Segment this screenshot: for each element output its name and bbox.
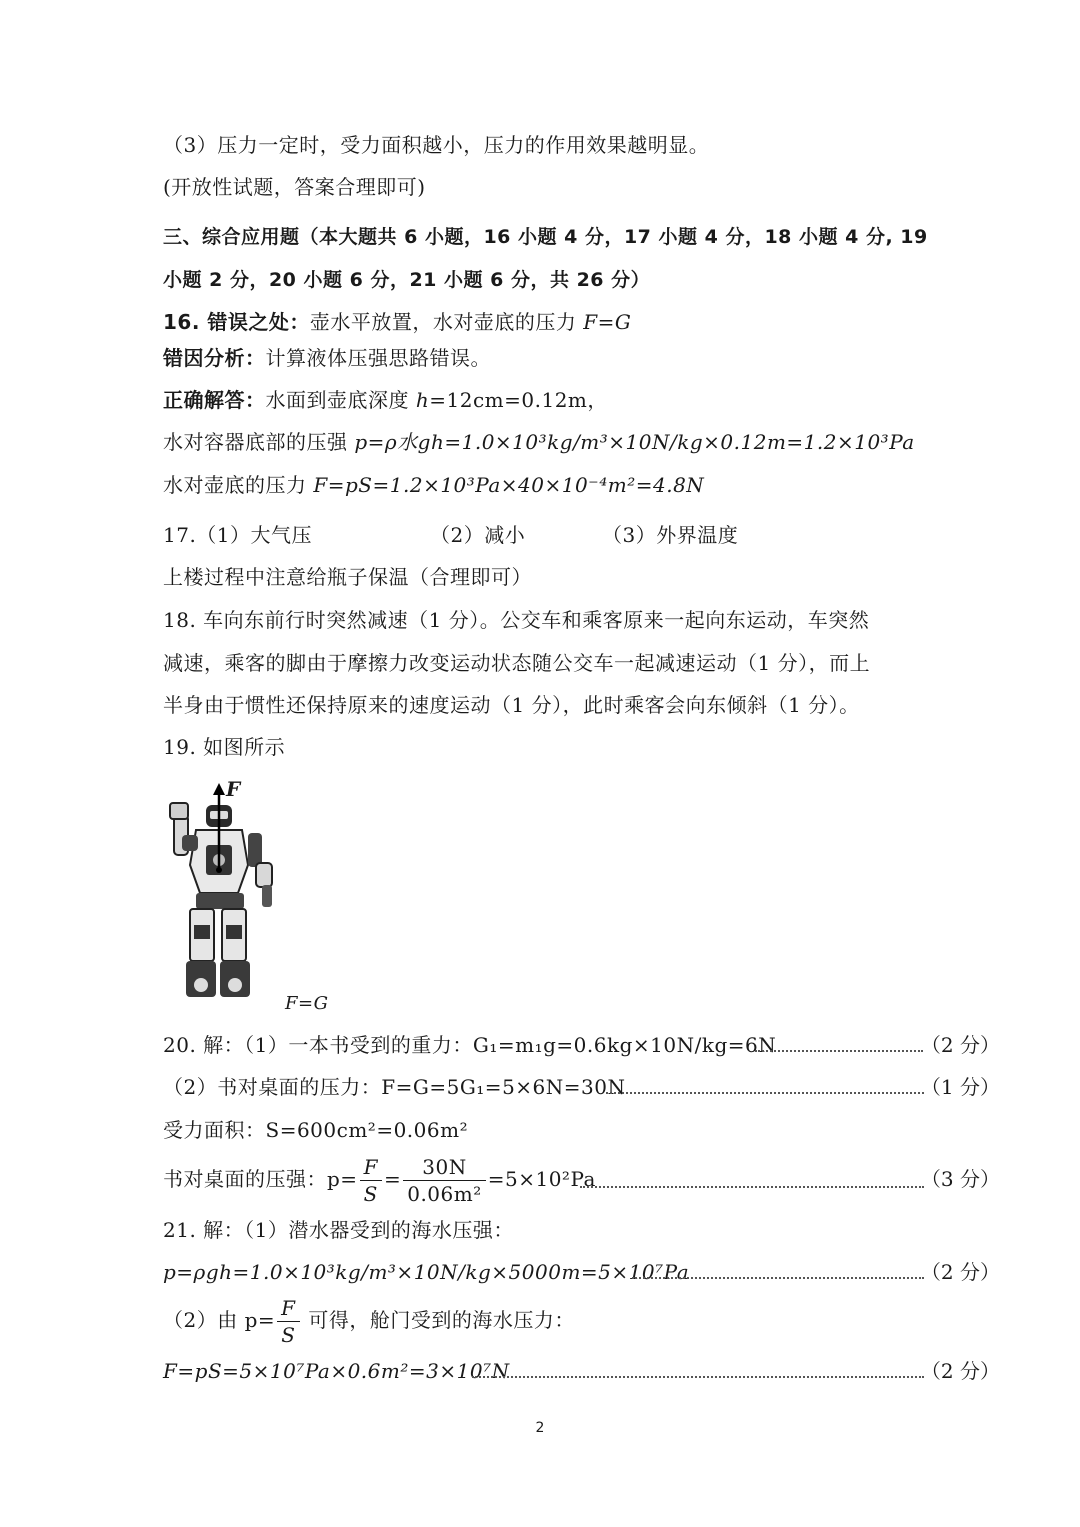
q21-score-2: （2 分）: [920, 1359, 1000, 1383]
q16-answer-text: 水面到壶底深度: [265, 388, 416, 412]
q20-fraction-2: [403, 1154, 486, 1207]
robot-illustration: [160, 775, 300, 1015]
q20-line4-prefix: 书对桌面的压强：p=: [163, 1167, 358, 1191]
q21-frac-den: S: [281, 1323, 296, 1347]
q16-error-formula: F=G: [583, 310, 632, 334]
q20-leader-3: [580, 1186, 924, 1188]
q16-answer-label: 正确解答：: [163, 388, 266, 412]
q21-line4: F=pS=5×10⁷Pa×0.6m²=3×10⁷N: [163, 1359, 510, 1383]
q19-caption: F=G: [285, 993, 329, 1014]
q20-frac1-den: S: [363, 1182, 378, 1206]
q15-note: (开放性试题，答案合理即可): [163, 175, 426, 199]
q21-line3: [163, 1293, 575, 1348]
robot-figure: [160, 775, 300, 1015]
q16-cause-text: 计算液体压强思路错误。: [265, 346, 491, 370]
q21-frac-num: F: [277, 1295, 299, 1322]
q15-answer-3: （3）压力一定时，受力面积越小，压力的作用效果越明显。: [163, 133, 710, 157]
q20-score-1: （2 分）: [920, 1033, 1000, 1057]
page-number: 2: [535, 1420, 545, 1436]
q16-cause: [163, 344, 491, 372]
q16-cause-label: 错因分析：: [163, 346, 266, 370]
q20-line1: 20. 解：（1）一本书受到的重力：G₁=m₁g=0.6kg×10N/kg=6N: [163, 1033, 777, 1057]
q19-line: 19. 如图所示: [163, 735, 286, 759]
q16-pressure: [163, 428, 915, 456]
q17-answer-2: （2）减小: [430, 523, 526, 547]
q17-answer-1: 17.（1）大气压: [163, 523, 313, 547]
q16-force-prefix: 水对壶底的压力: [163, 473, 314, 497]
q20-line4: 书对桌面的压强：p= $\frac{F}{S}$ = $\frac{30N}{\text{0.06m²}}$ =5×10²Pa: [163, 1155, 596, 1206]
q20-line4-suffix: =5×10²Pa: [487, 1167, 596, 1191]
q17-answer-3: （3）外界温度: [602, 523, 739, 547]
q16-answer: [163, 386, 608, 414]
q16-force-formula: F=pS=1.2×10³Pa×40×10⁻⁴m²=4.8N: [313, 473, 705, 497]
q21-line3-prefix: （2）由 p=: [163, 1308, 276, 1332]
q21-fraction: [277, 1295, 299, 1348]
q16-answer-h: h: [415, 388, 430, 412]
q18-line3: 半身由于惯性还保持原来的速度运动（1 分），此时乘客会向东倾斜（1 分）。: [163, 693, 860, 717]
q21-line1: 21. 解：（1）潜水器受到的海水压强：: [163, 1218, 514, 1242]
q21-line3-suffix: 可得，舱门受到的海水压力：: [301, 1308, 575, 1332]
q16-error-text: 壶水平放置，水对壶底的压力: [309, 310, 584, 334]
q20-leader-2: [606, 1092, 924, 1094]
q17-note: 上楼过程中注意给瓶子保温（合理即可）: [163, 565, 532, 589]
q20-line3: 受力面积：S=600cm²=0.06m²: [163, 1118, 469, 1142]
q21-leader-1: [632, 1277, 924, 1279]
q20-score-2: （1 分）: [920, 1075, 1000, 1099]
q20-frac1-num: F: [360, 1154, 382, 1181]
q18-line1: 18. 车向东前行时突然减速（1 分）。公交车和乘客原来一起向东运动，车突然: [163, 608, 870, 632]
q20-score-3: （3 分）: [920, 1167, 1000, 1191]
q21-score-1: （2 分）: [920, 1260, 1000, 1284]
q20-leader-1: [755, 1050, 923, 1052]
q21-leader-2: [472, 1376, 924, 1378]
q20-frac2-num: 30N: [403, 1154, 486, 1181]
q16-error-label: 16. 错误之处：: [163, 310, 310, 334]
q16-pressure-formula: p=ρ水gh=1.0×10³kg/m³×10N/kg×0.12m=1.2×10³Pa: [354, 430, 915, 454]
force-label: F: [226, 777, 241, 801]
q20-fraction-1: [360, 1154, 382, 1207]
q20-line2: （2）书对桌面的压力：F=G=5G₁=5×6N=30N: [163, 1075, 626, 1099]
section-heading-line2: 小题 2 分，20 小题 6 分，21 小题 6 分，共 26 分）: [163, 269, 651, 291]
q20-frac2-den: 0.06m²: [407, 1182, 482, 1206]
q16-force: [163, 471, 704, 499]
section-heading-line1: 三、综合应用题（本大题共 6 小题，16 小题 4 分，17 小题 4 分，18 小题 4 分, 19: [163, 226, 928, 248]
q16-error: [163, 308, 631, 336]
q16-answer-value: =12cm=0.12m，: [429, 388, 608, 412]
q21-line2: p=ρgh=1.0×10³kg/m³×10N/kg×5000m=5×10⁷Pa: [163, 1260, 690, 1284]
q16-pressure-prefix: 水对容器底部的压强: [163, 430, 355, 454]
q18-line2: 减速，乘客的脚由于摩擦力改变运动状态随公交车一起减速运动（1 分），而上: [163, 651, 871, 675]
